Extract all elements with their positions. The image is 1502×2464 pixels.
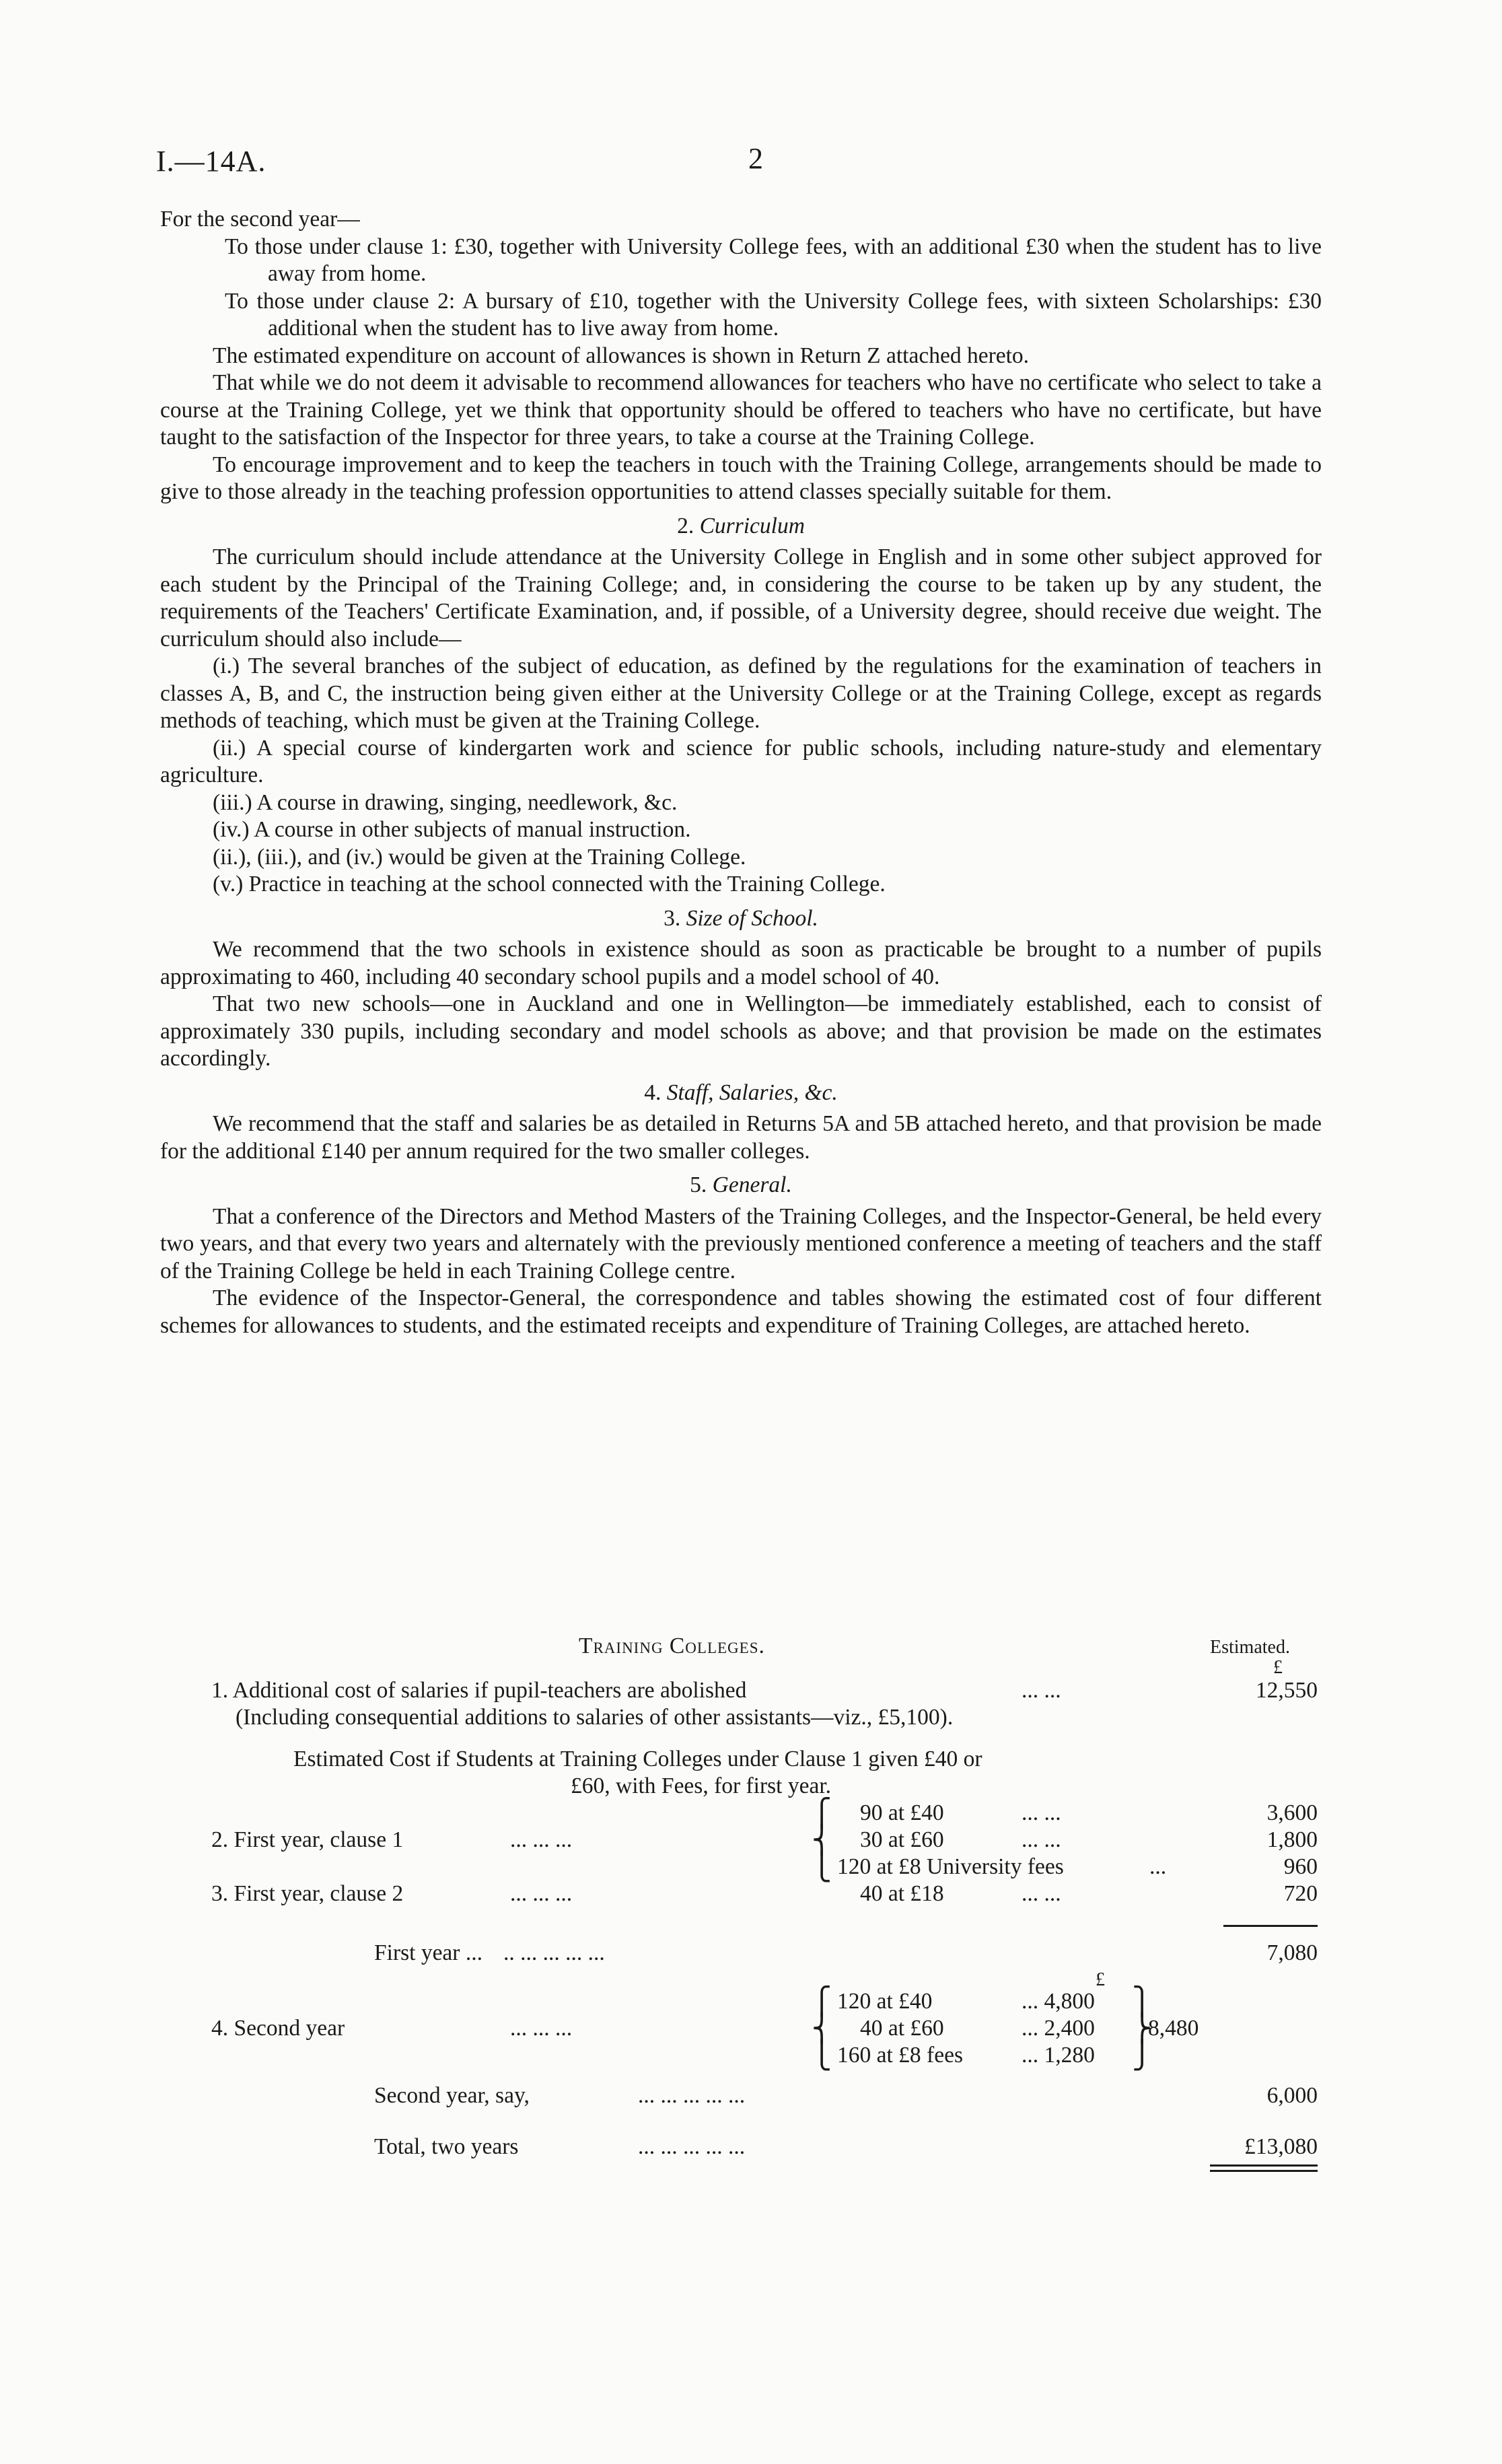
item-value: ... 4,800 — [1022, 1989, 1095, 2014]
leader-dots: ... ... — [1022, 1881, 1061, 1906]
subtotal-value: 8,480 — [1148, 2016, 1199, 2041]
row-value: 720 — [1283, 1881, 1318, 1906]
paragraph: For the second year— — [160, 207, 360, 232]
item: 120 at £40 — [837, 1989, 933, 2014]
total-rule — [1210, 2164, 1318, 2167]
row-note: (Including consequential additions to salaries of other assistants—viz., £5,100). — [236, 1705, 954, 1730]
row-label: 1. Additional cost of salaries if pupil-teachers are abolished — [211, 1678, 747, 1703]
row-label: 4. Second year — [211, 2016, 345, 2041]
brace: ⎨ — [812, 1825, 832, 1855]
item: 160 at £8 fees — [837, 2043, 963, 2068]
paragraph: To encourage improvement and to keep the teachers in touch with the Training College, arrangements should be made to give to those already in the teaching profession opportunities to attend classes specially suitable for them. — [160, 452, 1322, 504]
document-reference: I.—14A. — [156, 145, 266, 178]
item: 90 at £40 — [860, 1800, 944, 1825]
paragraph: (i.) The several branches of the subject of education, as defined by the regulations for the examination of teachers in classes A, B, and C, the instruction being given either at the University College or at the Training College, except as regards methods of teaching, which must be given at the Training College. — [160, 654, 1322, 733]
row-value: 12,550 — [1255, 1678, 1318, 1703]
total-rule — [1210, 2170, 1318, 2172]
table-title: Training Colleges. — [579, 1633, 765, 1658]
leader-dots: ... — [1149, 1854, 1167, 1879]
row-label: Second year, say, — [374, 2083, 530, 2108]
paragraph: (ii.) A special course of kindergarten work and science for public schools, including nature-study and elementary agriculture. — [160, 735, 1322, 787]
row-label: Total, two years — [374, 2134, 519, 2159]
row-label: First year ... — [374, 1940, 482, 1965]
paragraph: That two new schools—one in Auckland and one in Wellington—be immediately established, each to consist of approximately 330 pupils, including secondary and model schools as above; and that provision be made on the estimates accordingly. — [160, 991, 1322, 1071]
leader-dots: ... ... ... — [510, 2016, 573, 2041]
item-value: ... 2,400 — [1022, 2016, 1095, 2041]
item: 40 at £60 — [860, 2016, 944, 2041]
paragraph: (iv.) A course in other subjects of manual instruction. — [213, 817, 691, 842]
section-heading: 3. Size of School. — [664, 905, 818, 931]
item: 30 at £60 — [860, 1827, 944, 1852]
paragraph: We recommend that the staff and salaries be as detailed in Returns 5A and 5B attached hereto, and that provision be made for the additional £140 per annum required for the two smaller colleges. — [160, 1111, 1322, 1164]
leader-dots: ... ... ... ... ... — [638, 2083, 746, 2108]
brace: ⎩ — [812, 2040, 832, 2070]
leader-dots: ... ... ... — [510, 1827, 573, 1852]
item-value: ... 1,280 — [1022, 2043, 1095, 2068]
page-number: 2 — [748, 142, 763, 175]
brace: ⎧ — [812, 1798, 832, 1828]
brace: ⎫ — [1132, 1986, 1152, 2016]
paragraph: The curriculum should include attendance at the University College in English and in some other subject approved for each student by the Principal of the Training College; and, in considering the course to be taken up by any student, the requirements of the Teachers' Certificate Examination, and, if possible, of a University degree, should receive due weight. The curriculum should also include— — [160, 544, 1322, 652]
row-value: 3,600 — [1266, 1800, 1318, 1825]
brace: ⎧ — [812, 1986, 832, 2016]
leader-dots: ... ... ... — [510, 1881, 573, 1906]
paragraph: (iii.) A course in drawing, singing, needlework, &c. — [213, 789, 678, 815]
leader-dots: .. ... ... ... ... — [503, 1940, 605, 1965]
row-label: 3. First year, clause 2 — [211, 1881, 404, 1906]
body-text — [160, 206, 1322, 1339]
section-heading: 4. Staff, Salaries, &c. — [644, 1080, 838, 1105]
unit-label: £ — [1273, 1657, 1283, 1678]
section-heading: 5. General. — [690, 1172, 792, 1197]
item: 40 at £18 — [860, 1881, 944, 1906]
column-header: Estimated. — [1210, 1637, 1290, 1658]
row-label: 2. First year, clause 1 — [211, 1827, 404, 1852]
subheading: Estimated Cost if Students at Training Colleges under Clause 1 given £40 or — [293, 1747, 982, 1771]
total-value: £13,080 — [1244, 2134, 1318, 2159]
row-value: 6,000 — [1266, 2083, 1318, 2108]
row-value: 1,800 — [1266, 1827, 1318, 1852]
sum-rule — [1223, 1925, 1318, 1927]
brace: ⎨ — [812, 2013, 832, 2043]
row-value: 960 — [1283, 1854, 1318, 1879]
paragraph: That a conference of the Directors and Method Masters of the Training Colleges, and the Inspector-General, be held every two years, and that every two years and alternately with the previously mentioned conference a meeting of teachers and the staff of the Training College be held in each Training College centre. — [160, 1203, 1322, 1283]
paragraph: To those under clause 1: £30, together with University College fees, with an additional £30 when the student has to live away from home. — [225, 234, 1322, 286]
paragraph: The evidence of the Inspector-General, the correspondence and tables showing the estimated cost of four different schemes for allowances to students, and the estimated receipts and expenditure of Training Colleges, are attached hereto. — [160, 1286, 1322, 1338]
leader-dots: ... ... — [1022, 1678, 1061, 1703]
paragraph: (v.) Practice in teaching at the school connected with the Training College. — [213, 872, 886, 896]
paragraph: (ii.), (iii.), and (iv.) would be given at the Training College. — [213, 844, 746, 870]
paragraph: To those under clause 2: A bursary of £10, together with the University College fees, with sixteen Scholarships: £30 additional when the student has to live away from home. — [225, 288, 1322, 341]
paragraph: The estimated expenditure on account of allowances is shown in Return Z attached hereto. — [213, 343, 1030, 368]
paragraph: We recommend that the two schools in existence should as soon as practicable be brought to a number of pupils approximating to 460, including 40 secondary school pupils and a model school of 40. — [160, 937, 1322, 989]
row-value: 7,080 — [1266, 1940, 1318, 1965]
section-heading: 2. Curriculum — [677, 513, 805, 538]
brace: ⎩ — [812, 1852, 832, 1882]
leader-dots: ... ... ... ... ... — [638, 2134, 746, 2159]
subheading: £60, with Fees, for first year. — [571, 1773, 832, 1798]
brace: ⎭ — [1132, 2040, 1152, 2070]
item: 120 at £8 University fees — [837, 1854, 1064, 1879]
leader-dots: ... ... — [1022, 1800, 1061, 1825]
leader-dots: ... ... — [1022, 1827, 1061, 1852]
brace: ⎬ — [1132, 2013, 1152, 2043]
unit-label: £ — [1096, 1969, 1105, 1990]
paragraph: That while we do not deem it advisable to recommend allowances for teachers who have no certificate who select to take a course at the Training College, yet we think that opportunity should be offered to teachers who have no certificate, but have taught to the satisfaction of the Inspector for three years, to take a course at the Training College. — [160, 370, 1322, 450]
